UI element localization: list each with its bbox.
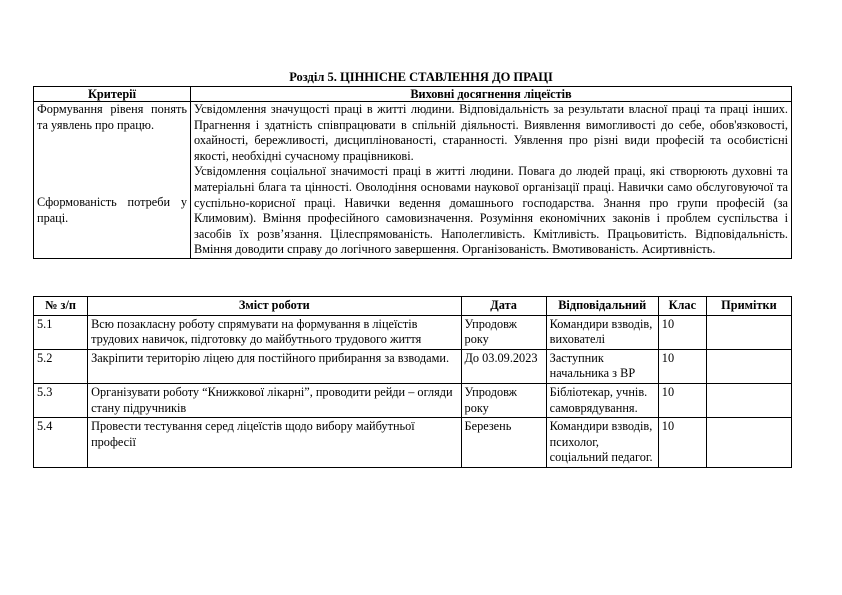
table-row — [34, 349, 792, 383]
row-notes — [706, 418, 791, 468]
table-row — [34, 418, 792, 468]
row-work: Всю позакласну роботу спрямувати на формування в ліцеїстів трудових навичок, підготовку до майбутнього трудового життя — [88, 315, 461, 349]
criteria-cell — [34, 102, 191, 259]
date-header: Дата — [461, 297, 546, 316]
criteria-row — [34, 102, 792, 259]
achievements-header: Виховні досягнення ліцеїстів — [191, 87, 792, 102]
criteria-header-row — [34, 87, 792, 102]
row-notes — [706, 383, 791, 417]
row-work: Закріпити територію ліцею для постійного прибирання за взводами. — [88, 349, 461, 383]
row-responsible: Бібліотекар, учнів. самоврядування. — [546, 383, 658, 417]
achievement-paragraph: Усвідомлення соціальної значимості праці в житті людини. Повага до людей праці, які створюють духовні та матеріальні блага та цінності. Оволодіння основами наукової організації праці. Навички само обслуговуючої та суспільно-корисної праці. Навички ведення домашнього господарства. Знання про групи професій (за Климовим). Вміння професійного самовизначення. Розуміння економічних законів і проблем суспільства і засобів їх розв’язання. Цілеспрямованість. Наполегливість. Кмітливість. Працьовитість. Відповідальність. Вміння доводити справу до логічного завершення. Організованість. Вмотивованість. Асиртивність. — [194, 164, 788, 257]
table-row — [34, 383, 792, 417]
section-title: Розділ 5. ЦІННІСНЕ СТАВЛЕННЯ ДО ПРАЦІ — [289, 70, 553, 84]
row-date: До 03.09.2023 — [461, 349, 546, 383]
row-work: Організувати роботу “Книжкової лікарні”, проводити рейди – огляди стану підручників — [88, 383, 461, 417]
class-header: Клас — [658, 297, 706, 316]
criteria-table — [33, 86, 792, 259]
row-responsible: Командири взводів, психолог, соціальний педагог. — [546, 418, 658, 468]
row-num: 5.2 — [34, 349, 88, 383]
achievement-paragraph: Усвідомлення значущості праці в житті людини. Відповідальність за результати власної праці та праці інших. Прагнення і здатність співпрацювати в спільній діяльності. Виявлення вимогливості до себе, обов'язковості, охайності, бережливості, дисциплінованості, старанності. Уявлення про різні види професій та особистісні якості, необхідні сучасному працівникові. — [194, 102, 788, 163]
row-notes — [706, 315, 791, 349]
row-notes — [706, 349, 791, 383]
row-class: 10 — [658, 315, 706, 349]
plan-table — [33, 296, 792, 468]
row-num: 5.3 — [34, 383, 88, 417]
work-header: Зміст роботи — [88, 297, 461, 316]
row-class: 10 — [658, 383, 706, 417]
responsible-header: Відповідальний — [546, 297, 658, 316]
row-class: 10 — [658, 349, 706, 383]
row-date: Упродовж року — [461, 315, 546, 349]
notes-header: Примітки — [706, 297, 791, 316]
row-class: 10 — [658, 418, 706, 468]
achievements-cell — [191, 102, 792, 259]
criteria-item: Сформованість потреби у праці. — [37, 195, 187, 225]
row-responsible: Командири взводів, вихователі — [546, 315, 658, 349]
criteria-item: Формування рівеня понять та уявлень про працю. — [37, 102, 187, 132]
num-header: № з/п — [34, 297, 88, 316]
row-num: 5.4 — [34, 418, 88, 468]
row-work: Провести тестування серед ліцеїстів щодо вибору майбутньої професії — [88, 418, 461, 468]
row-date: Упродовж року — [461, 383, 546, 417]
plan-header-row — [34, 297, 792, 316]
row-date: Березень — [461, 418, 546, 468]
row-num: 5.1 — [34, 315, 88, 349]
row-responsible: Заступник начальника з ВР — [546, 349, 658, 383]
criteria-header: Критерії — [34, 87, 191, 102]
table-row — [34, 315, 792, 349]
